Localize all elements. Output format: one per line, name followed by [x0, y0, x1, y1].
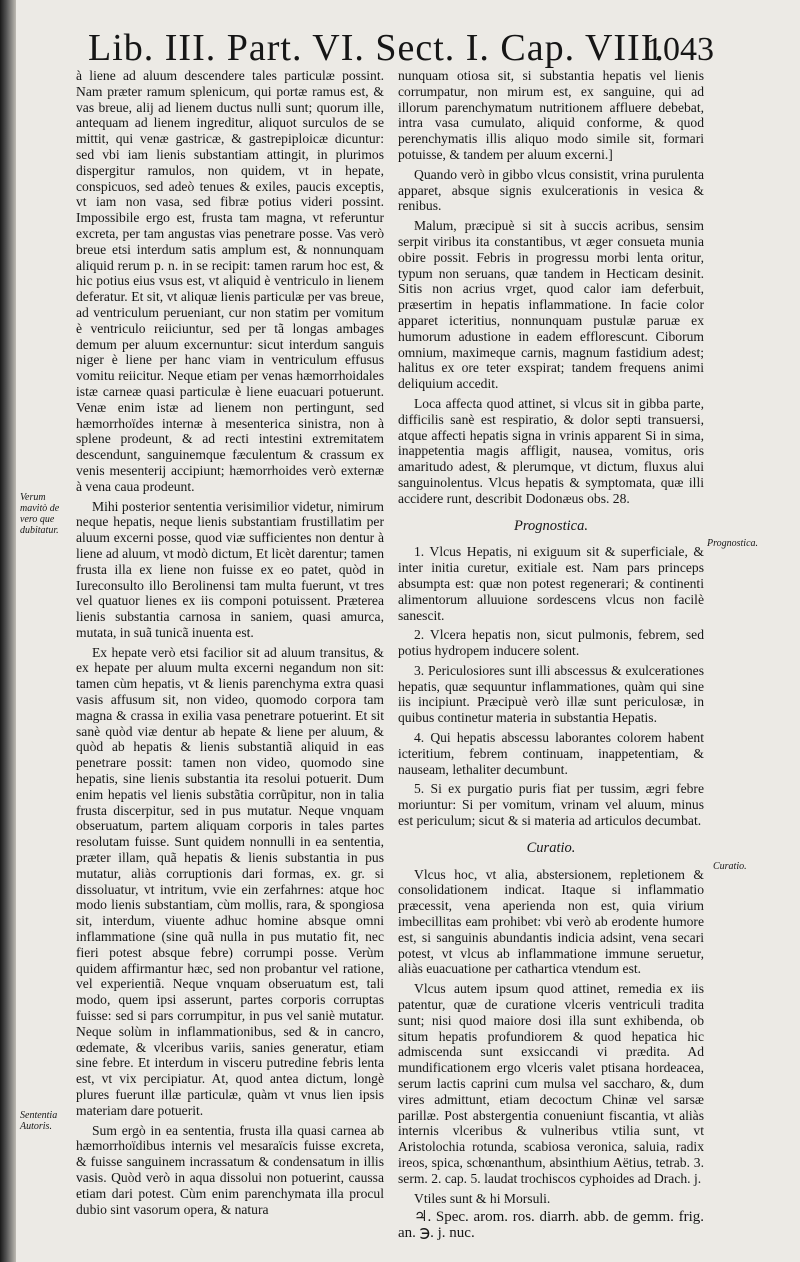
- prognostica-item: 2. Vlcera hepatis non, sicut pulmonis, febrem, sed potius hydropem inducere solent.: [398, 627, 704, 659]
- right-paragraph: Quando verò in gibbo vlcus consistit, vrina purulenta apparet, absque signis exulcerationis in vesica & renibus.: [398, 166, 704, 214]
- margin-note-left: Sententia Autoris.: [20, 1110, 58, 1132]
- margin-note-left: Verum mavitò de vero que dubitatur.: [20, 492, 60, 536]
- recipe-line: ♃. Spec. arom. ros. diarrh. abb. de gemm. frig. an. ℈. j. nuc.: [398, 1209, 704, 1242]
- margin-note-right: Prognostica.: [707, 538, 759, 549]
- left-column: [76, 68, 384, 1221]
- right-paragraph: Loca affecta quod attinet, si vlcus sit in gibba parte, difficilis sanè est respiratio, & dolor septi transuersi, atque affecti hepatis signa in vrinis apparent Si in sima, inappetentia magis affligit, nausea, vomitus, oris amaritudo adest, & plerumque, vt dictum, fluxus alui sanguinolentus. Vlcus hepatis & symptomata, quæ illi accidere runt, describit Dodonæus obs. 28.: [398, 395, 704, 506]
- curatio-paragraph: Vlcus autem ipsum quod attinet, remedia ex iis patentur, quæ de curatione vlceris ventriculi tradita sunt; nisi quod maiore dosi illa sunt exhibenda, ob situm hepatis profundiorem & quod hepatica hic admiscenda sunt exsiccandi vi prædita. Ad mundificationem ergo vlceris valet ptisana hordeacea, serum lactis caprini cum mulsa vel sacchаro, &, dum vires admittunt, etiam decoctum Chinæ vel sarsæ parillæ. Post abstergentia conueniunt fiscantia, vt aliàs internis vlceribus & vulneribus vtilia sunt, vt Aristolochia rotunda, scabiosa veronica, saluia, radix ireos, spica, schœnanthum, absinthium Aëtius, tetrab. 3. serm. 2. cap. 5. laudat trochiscos cyphoides ad Drach. j.: [398, 981, 704, 1186]
- prognostica-item: 1. Vlcus Hepatis, ni exiguum sit & superficiale, & inter initia curetur, exitiale est. Nam pars princeps absumpta est: quæ non potest regenerari; & continenti alimentorum alluuione sordescens vlcus non facilè sanescit.: [398, 544, 704, 623]
- running-header: Lib. III. Part. VI. Sect. I. Cap. VIII.: [88, 27, 665, 69]
- right-paragraph: Malum, præcipuè si sit à succis acribus, sensim serpit viribus ita constantibus, vt æger consueta munia obire possit. Febris in progressu morbi lenta oritur, typum non seruans, quæ tandem in Hecticam desinit. Sitis non acrius vrget, quod calor iam deferbuit, præsertim in hepatis inflammatione. In facie color apparet icteritius, nonnunquam pustulæ paruæ ex humorum adustione in eadem efflorescunt. Ciborum omnium, maximeque carnis, magnum fastidium adest; halitus ex ore teter exspirat; tandem frequens animi deliquium accedit.: [398, 218, 704, 392]
- section-heading-curatio: Curatio.: [526, 839, 576, 856]
- left-paragraph: Mihi posterior sententia verisimilior videtur, nimirum neque hepatis, neque lienis substantiam frustillatim per aluum excerni posse, quod viæ sufficientes non dentur à liene ad aluum, vt modò dictum, Et licèt darentur; tamen frusta illa ex liene non fuisse ex eo patet, quòd in Iureconsulto illo Berolinensi tam multa fuerunt, vt tres vel quatuor lienes ex iis componi potuissent. Præterea lienis substantia carnosa in saniem, quasi amurca, mutata, in suã tunicã inuenta est.: [76, 498, 384, 640]
- margin-note-right: Curatio.: [713, 861, 747, 872]
- left-paragraph: à liene ad aluum descendere tales particulæ possint. Nam præter ramum splenicum, qui portæ ramus est, & vas breue, alij ad lienem ductus nulli sunt; quorum ille, antequam ad lienem ingreditur, aliquot surculos de se mittit, qui venæ gastricæ, & gastrepiploicæ dicuntur: sed vbi iam lienis substantiam attingit, in plurimos dispergitur ramulos, non quidem, vt in hepate, conspicuos, sed adeò tenues & exiles, paucis exceptis, vt iam non vasa, sed fibræ potius videri possint. Impossibile ergo est, frusta tam magna, vt referuntur excreta, per tam angustas vias penetrare posse. Vas verò breue etsi interdum satis amplum est, & nonnunquam aliquid rerum p. n. in se recipit: tamen rarum hoc est, & hic potius eius vsus est, vt aliquid è ventriculo in lienem deferatur. Et sit, vt aliquæ lienis particulæ per vas breue, ad ventriculum perueniant, cur non statim per vomitum è ventriculo reiiciuntur, sed per tã longas ambages demum per aluum excernuntur: sicut interdum sanguis niger è liene per hanc viam in ventriculum effusus vomitu reiicitur. Neque etiam per venas hæmorrhoidales istæ carneæ quasi particulæ è liene euacuari potuerunt. Venæ enim istæ ad lienem non pertingunt, sed hæmorrhoïdes internæ à mesenterica sinistra, non à splene prodeunt, & ad recti intestini extremitatem descendunt, sanguinemque fæculentum & crassum ex venis mesenterij accipiunt; hæmorrhoides verò externæ à vena caua prodeunt.: [76, 68, 384, 494]
- curatio-paragraph: Vlcus hoc, vt alia, abstersionem, repletionem & consolidationem indicat. Itaque si inflammatio præcessit, vena aperienda non est, quia virium imbecillitas eam prohibet: vbi verò ab erodente humore est, si sanguinis abundantis indicia adsint, vena secari potest, vt vlcus ab inflammatione immune seruetur, aliàs euacuatione per cathartica vtendum est.: [398, 866, 704, 977]
- book-spine-shadow: [0, 0, 16, 1262]
- left-paragraph: Sum ergò in ea sententia, frusta illa quasi carnea ab hæmorrhoïdibus internis vel mesaraïcis fuisse excreta, & fuisse sanguinem incrassatum & condensatum in illis vasis. Quòd verò in aqua dissolui non potuerint, caussa etiam dari potest. Cùm enim parenchymata illa procul dubio sint vasorum opera, & natura: [76, 1122, 384, 1217]
- curatio-paragraph: Vtiles sunt & hi Morsuli.: [414, 1190, 551, 1206]
- prognostica-item: 5. Si ex purgatio puris fiat per tussim, ægri febre moriuntur: Si per vomitum, vrinam vel aluum, minus est periculum; sicut & si materia ad articulos decumbat.: [398, 781, 704, 829]
- prognostica-item: 3. Periculosiores sunt illi abscessus & exulcerationes hepatis, quæ sequuntur inflammationes, quàm qui sine iis incipiunt. Præcipuè verò illæ sunt periculosæ, in quibus continetur materia in substantia Hepatis.: [398, 662, 704, 726]
- section-heading-prognostica: Prognostica.: [514, 517, 588, 534]
- prognostica-item: 4. Qui hepatis abscessu laborantes colorem habent icteritium, febrem continuam, inappetentiam, & nauseam, lethaliter decumbunt.: [398, 730, 704, 777]
- page-number: 1043: [646, 31, 714, 68]
- left-paragraph: Ex hepate verò etsi facilior sit ad aluum transitus, & ex hepate per aluum multa excerni negandum non sit: tamen cùm hepatis, vt & lienis parenchyma extra quasi vasis affusum sit, non video, quomodo corpora tam magna & crassa in exilia vasa penetrare potuerint. Et sit sanè quòd viæ dentur ab hepate & liene per aluum, & quòd ab hepatis & lienis substantiã aliquid in eas penetrare possit: tamen non video, quomodo sine hepatis, sine lienis substantia ita resolui potuerit. Dum enim hepatis vel lienis substãtia corrũpitur, non in talia frusta discerpitur, sed in pus mutatur. Neque vnquam obseruatum, partem aliquam corporis in tales partes resolutam fuisse. Sunt quidem nonnulli in ea sententia, præter illam, quã hepatis & lienis substantia in pus mutatur, aliàs corruptionis dari formas, ex. gr. si dissoluatur, vt intritum, vvie ein zerfahrnes: atque hoc modo lienis substantiam, cùm mollis, rara, & spongiosa sit, interdum, viuente adhuc homine absque omni inflammatione (sine quã nulla in pus mutatio fit, nec fieri potest absque febre) corrumpi posse. Verùm quidem affirmantur hæc, sed non probantur vel ratione, vel experientiã. Neque vnquam obseruatum est, tali modo, quem ipsi asserunt, partes corporis corruptas fuisse: sed si pars corrumpitur, in pus vel saniè mutatur. Neque solùm in inflammationibus, sed & in cancro, œdemate, & vlceribus variis, sanies generatur, etiam sine febre. Et interdum in visceru putredine febris lenta est, vt vix percipiatur. At, quod antea dictum, longè plures fuerunt illæ particulæ, quàm vt vnus lien ipsis materiam dare potuerit.: [76, 644, 384, 1118]
- right-column: [398, 68, 704, 1246]
- right-paragraph: nunquam otiosa sit, si substantia hepatis vel lienis corrumpatur, non mirum est, ex sanguine, qui ad illorum parenchymatum nutritionem affluere debebat, intra vasa cumulato, aliquid conforme, & quod perenchymatis illis aliquo modo simile sit, formari potuisse, & tandem per aluum excerni.]: [398, 68, 704, 162]
